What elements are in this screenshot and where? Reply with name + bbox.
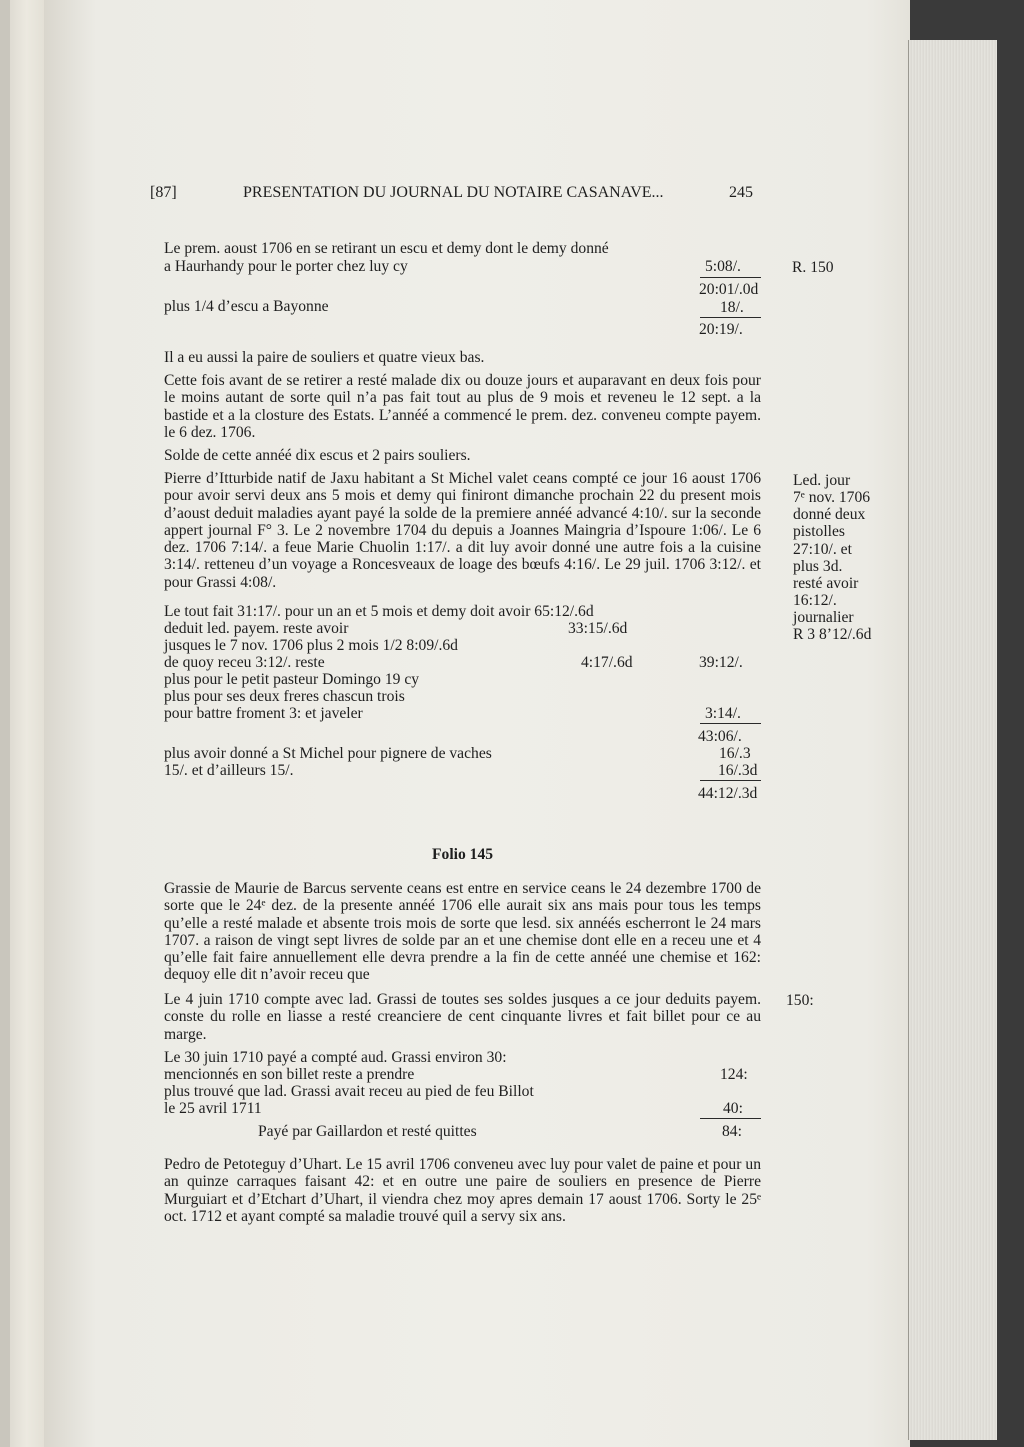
para-souliers: Il a eu aussi la paire de souliers et quatre vieux bas. [164, 349, 485, 366]
page-number: 245 [729, 184, 753, 201]
book-page [44, 0, 910, 1447]
recu-line: mencionnés en son billet reste a prendre [164, 1066, 415, 1083]
header-ref: [87] [150, 184, 177, 201]
para-grassie: Grassie de Maurie de Barcus servente ceans est entre en service ceans le 24 dezembre 1700 de sorte que le 24ᵉ dez. de la presente annéé 1706 elle aurait six ans mais pour tous les temps qu’elle a resté malade et absente trois mois de sorte que lesd. six annéés escherront le 24 mars 1707. a raison de vingt sept livres de solde par an et une chemise dont elle en a receu une et 4 qu’elle fait faire annuellement elle devra prendre a la fin de cette annéé une chemise et 162: dequoy elle dit n’avoir receu que [164, 880, 761, 984]
sum-rule [700, 1118, 761, 1119]
compte-line: Le tout fait 31:17/. pour un an et 5 mois et demy doit avoir 65:12/.6d [164, 603, 594, 620]
margin-note-line: journalier [793, 609, 854, 626]
margin-note-line: resté avoir [793, 575, 859, 592]
margin-note-line: pistolles [793, 523, 845, 540]
binding-gutter [0, 0, 44, 1447]
compte-subtotal: 43:06/. [698, 728, 742, 745]
entry1-subtotal2: 20:19/. [699, 321, 743, 338]
recu-line: Payé par Gaillardon et resté quittes [258, 1123, 477, 1140]
compte-amount: 3:14/. [705, 705, 741, 722]
compte-amount: 33:15/.6d [568, 620, 628, 637]
margin-note-line: donné deux [793, 506, 866, 523]
margin-note-line: 16:12/. [793, 592, 837, 609]
para-pedro: Pedro de Petoteguy d’Uhart. Le 15 avril 1706 conveneu avec luy pour valet de paine et pour un an quinze carraques faisant 42: et en outre une paire de souliers en presence de Pierre Murguiart et d’Etchart d’Uhart, il viendra chez moy apres demain 17 aoust 1706. Sorty le 25ᵉ oct. 1712 et ayant compté sa maladie trouvé quil a servy six ans. [164, 1156, 761, 1225]
compte-amount: 4:17/.6d [581, 654, 633, 671]
margin-note-line: R 3 8’12/.6d [793, 626, 872, 643]
compte-line: plus pour le petit pasteur Domingo 19 cy [164, 671, 420, 688]
sum-rule [700, 317, 761, 318]
entry1-line2: a Haurhandy pour le porter chez luy cy [164, 258, 408, 275]
compte-line: 15/. et d’ailleurs 15/. [164, 762, 294, 779]
margin-note-line: 27:10/. et [793, 541, 852, 558]
para-malade: Cette fois avant de se retirer a resté malade dix ou douze jours et auparavant en deux fois pour le moins autant de sorte quil n’a pas fait tout au plus de 9 mois et reveneu le 12 sept. a la bastide et a la closture des Estats. L’annéé a commencé le prem. dez. conveneu compte payem. le 6 dez. 1706. [164, 372, 761, 441]
para-juin: Le 4 juin 1710 compte avec lad. Grassi de toutes ses soldes jusques a ce jour deduits payem. conste du rolle en liasse a resté creanciere de cent cinquante livres et fait billet pour ce au marge. [164, 991, 761, 1043]
compte-line: pour battre froment 3: et javeler [164, 705, 363, 722]
margin-note-line: plus 3d. [793, 558, 843, 575]
compte-total: 44:12/.3d [698, 785, 758, 802]
compte-line: de quoy receu 3:12/. reste [164, 654, 325, 671]
compte-amount: 16/.3d [718, 762, 758, 779]
compte-line: plus pour ses deux freres chascun trois [164, 688, 405, 705]
compte-amount: 39:12/. [699, 654, 743, 671]
margin-note-r150: R. 150 [792, 259, 834, 276]
recu-line: Le 30 juin 1710 payé a compté aud. Grassi environ 30: [164, 1049, 507, 1066]
margin-note-line: Led. jour [793, 472, 851, 489]
para-solde: Solde de cette annéé dix escus et 2 pairs souliers. [164, 447, 471, 464]
recu-line: plus trouvé que lad. Grassi avait receu au pied de feu Billot [164, 1083, 534, 1100]
recu-amount: 40: [723, 1100, 743, 1117]
page-edges [908, 40, 997, 1440]
sum-rule [700, 780, 761, 781]
compte-line: deduit led. payem. reste avoir [164, 620, 349, 637]
sum-rule [700, 277, 761, 278]
para-pierre: Pierre d’Itturbide natif de Jaxu habitant a St Michel valet ceans compté ce jour 16 aoust 1706 pour avoir servi deux ans 5 mois et demy qui finiront dimanche prochain 22 du present mois d’aoust deduit maladies ayant payé la solde de la premiere annéé advancé 4:10/. sur la seconde appert journal F° 3. Le 2 novembre 1704 du depuis a Joannes Maingria d’Ispoure 1:06/. Le 6 dez. 1706 7:14/. a feue Marie Chuolin 1:17/. a dit luy avoir donné une autre fois a la cuisine 3:14/. retteneu d’un voyage a Roncesveaux de loage des bœufs 4:16/. Le 29 juil. 1706 3:12/. et pour Grassi 4:08/. [164, 470, 761, 591]
sum-rule [700, 723, 761, 724]
compte-amount: 16/.3 [719, 745, 751, 762]
margin-note-line: 7ᵉ nov. 1706 [793, 489, 871, 506]
entry1-amount2: 18/. [720, 299, 744, 316]
folio-heading: Folio 145 [432, 846, 494, 863]
recu-line: le 25 avril 1711 [164, 1100, 262, 1117]
margin-note-150: 150: [786, 992, 814, 1009]
entry1-line1: Le prem. aoust 1706 en se retirant un escu et demy dont le demy donné [164, 240, 609, 257]
entry1-subtotal1: 20:01/.0d [699, 281, 759, 298]
entry1-line3: plus 1/4 d’escu a Bayonne [164, 298, 329, 315]
compte-line: plus avoir donné a St Michel pour pignere de vaches [164, 745, 492, 762]
compte-line: jusques le 7 nov. 1706 plus 2 mois 1/2 8:09/.6d [164, 637, 458, 654]
entry1-amount1: 5:08/. [705, 258, 741, 275]
running-title: PRESENTATION DU JOURNAL DU NOTAIRE CASANAVE... [243, 184, 664, 201]
recu-amount: 84: [722, 1123, 742, 1140]
recu-amount: 124: [720, 1066, 748, 1083]
